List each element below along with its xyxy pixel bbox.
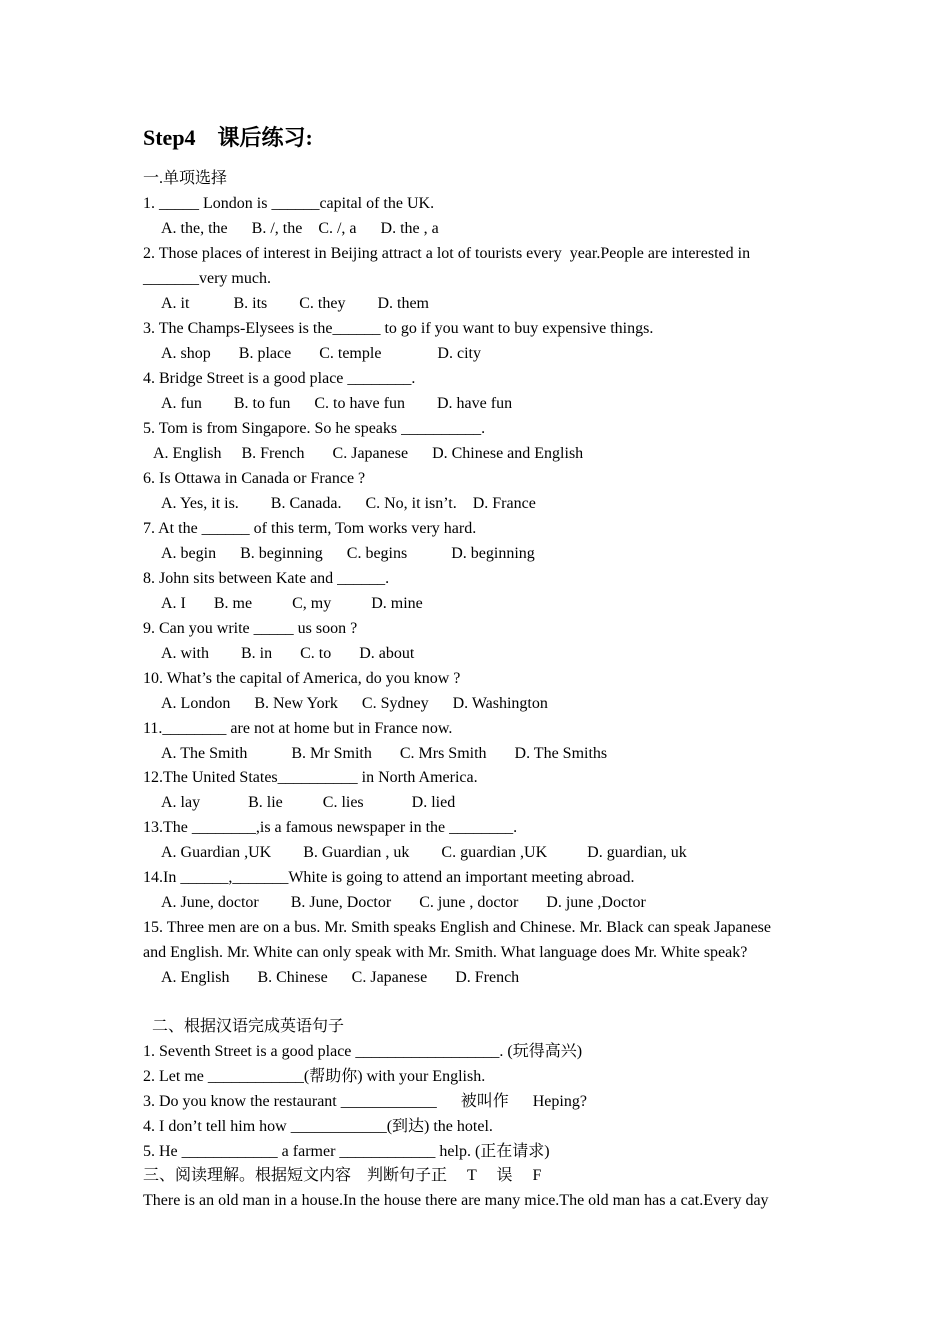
options-line: A. I B. me C, my D. mine bbox=[161, 595, 423, 612]
page-title: Step4 课后练习: bbox=[143, 125, 313, 150]
question-line: 5. Tom is from Singapore. So he speaks __________. bbox=[143, 420, 486, 437]
question-line: 12.The United States__________ in North America. bbox=[143, 769, 478, 786]
options-line: A. English B. Chinese C. Japanese D. French bbox=[161, 969, 520, 986]
options-line: A. London B. New York C. Sydney D. Washington bbox=[161, 695, 548, 712]
question-line: 8. John sits between Kate and ______. bbox=[143, 570, 390, 587]
question-line: 10. What’s the capital of America, do you know ? bbox=[143, 670, 461, 687]
options-line: A. begin B. beginning C. begins D. beginning bbox=[161, 545, 535, 562]
question-line: 2. Those places of interest in Beijing attract a lot of tourists every year.People are interested in bbox=[143, 245, 751, 262]
question-line: 14.In ______,_______White is going to attend an important meeting abroad. bbox=[143, 869, 635, 886]
question-line: 3. The Champs-Elysees is the______ to go if you want to buy expensive things. bbox=[143, 320, 654, 337]
question-line: 6. Is Ottawa in Canada or France ? bbox=[143, 470, 366, 487]
options-line: A. June, doctor B. June, Doctor C. june , doctor D. june ,Doctor bbox=[161, 894, 646, 911]
options-line: A. the, the B. /, the C. /, a D. the , a bbox=[161, 220, 439, 237]
section-heading: 一.单项选择 bbox=[143, 170, 228, 187]
question-line: _______very much. bbox=[143, 270, 271, 287]
options-line: A. Yes, it is. B. Canada. C. No, it isn’t. D. France bbox=[161, 495, 536, 512]
question-line: 1. _____ London is ______capital of the UK. bbox=[143, 195, 435, 212]
question-line: 9. Can you write _____ us soon ? bbox=[143, 620, 358, 637]
question-line: 4. Bridge Street is a good place ________. bbox=[143, 370, 416, 387]
question-line: 4. I don’t tell him how ____________(到达) the hotel. bbox=[143, 1118, 493, 1135]
options-line: A. with B. in C. to D. about bbox=[161, 645, 415, 662]
options-line: A. English B. French C. Japanese D. Chinese and English bbox=[153, 445, 584, 462]
question-line: 15. Three men are on a bus. Mr. Smith speaks English and Chinese. Mr. Black can speak Japanese bbox=[143, 919, 772, 936]
options-line: A. The Smith B. Mr Smith C. Mrs Smith D. The Smiths bbox=[161, 745, 608, 762]
question-line: 2. Let me ____________(帮助你) with your English. bbox=[143, 1068, 486, 1085]
passage-line: There is an old man in a house.In the house there are many mice.The old man has a cat.Every day bbox=[143, 1192, 769, 1209]
question-line: 7. At the ______ of this term, Tom works very hard. bbox=[143, 520, 477, 537]
options-line: A. Guardian ,UK B. Guardian , uk C. guardian ,UK D. guardian, uk bbox=[161, 844, 687, 861]
question-line: 11.________ are not at home but in France now. bbox=[143, 720, 453, 737]
options-line: A. shop B. place C. temple D. city bbox=[161, 345, 481, 362]
options-line: A. it B. its C. they D. them bbox=[161, 295, 429, 312]
question-line: and English. Mr. White can only speak with Mr. Smith. What language does Mr. White speak? bbox=[143, 944, 748, 961]
question-line: 1. Seventh Street is a good place __________________. (玩得高兴) bbox=[143, 1043, 583, 1060]
section-heading: 二、根据汉语完成英语句子 bbox=[152, 1018, 345, 1035]
options-line: A. lay B. lie C. lies D. lied bbox=[161, 794, 456, 811]
question-line: 13.The ________,is a famous newspaper in the ________. bbox=[143, 819, 518, 836]
options-line: A. fun B. to fun C. to have fun D. have fun bbox=[161, 395, 513, 412]
question-line: 5. He ____________ a farmer ____________ help. (正在请求) bbox=[143, 1143, 550, 1160]
section-heading: 三、阅读理解。根据短文内容 判断句子正 T 误 F bbox=[143, 1167, 542, 1184]
question-line: 3. Do you know the restaurant ____________ 被叫作 Heping? bbox=[143, 1093, 587, 1110]
